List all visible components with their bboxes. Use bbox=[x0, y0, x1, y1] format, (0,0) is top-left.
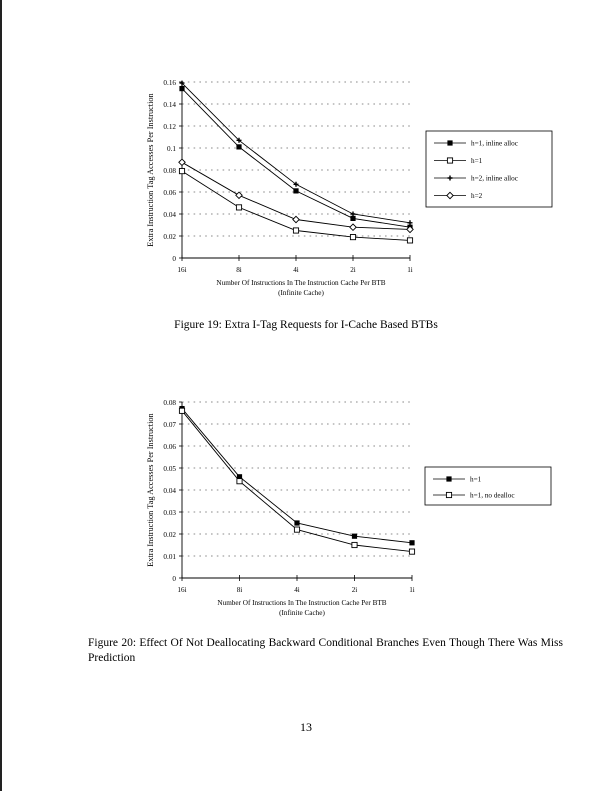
data-point-series-2 bbox=[293, 228, 298, 233]
data-point-series-1 bbox=[293, 188, 298, 193]
data-point-series-3 bbox=[408, 220, 413, 225]
legend-label: h=2 bbox=[471, 192, 483, 201]
y-tick-label: 0 bbox=[172, 574, 176, 583]
y-tick-label: 0.01 bbox=[163, 552, 176, 561]
y-axis-label: Extra Instruction Tag Accesses Per Instruction bbox=[146, 93, 155, 247]
series-line-3 bbox=[182, 83, 410, 223]
x-tick-label: 2i bbox=[351, 586, 358, 594]
legend-label: h=1, inline alloc bbox=[471, 139, 518, 148]
x-tick-label: 4i bbox=[294, 586, 300, 594]
y-tick-label: 0.12 bbox=[163, 122, 176, 131]
x-tick-label: 16i bbox=[177, 266, 187, 274]
y-tick-label: 0.05 bbox=[163, 464, 176, 473]
y-axis-label: Extra Instruction Tag Accesses Per Instruction bbox=[146, 413, 155, 567]
x-tick-label: 1i bbox=[407, 266, 413, 274]
y-tick-label: 0.02 bbox=[163, 530, 176, 539]
legend-marker bbox=[447, 140, 452, 145]
data-point-series-2 bbox=[179, 408, 184, 413]
data-point-series-1 bbox=[236, 144, 241, 149]
y-tick-label: 0.08 bbox=[163, 398, 176, 407]
data-point-series-2 bbox=[409, 549, 414, 554]
data-point-series-1 bbox=[294, 520, 299, 525]
figure-20-caption: Figure 20: Effect Of Not Deallocating Backward Conditional Branches Even Though There Was Miss Prediction bbox=[88, 637, 563, 664]
legend-label: h=1 bbox=[471, 157, 483, 166]
legend-label: h=1, no dealloc bbox=[470, 491, 515, 500]
data-point-series-2 bbox=[179, 169, 184, 174]
data-point-series-2 bbox=[294, 527, 299, 532]
data-point-series-3 bbox=[351, 212, 356, 217]
y-tick-label: 0.14 bbox=[163, 100, 176, 109]
figure-20-chart bbox=[0, 380, 612, 620]
x-tick-label: 2i bbox=[350, 266, 356, 274]
data-point-series-2 bbox=[407, 238, 412, 243]
x-axis-sublabel: (Infinite Cache) bbox=[278, 289, 324, 297]
y-tick-label: 0.06 bbox=[163, 442, 176, 451]
legend-marker bbox=[447, 158, 452, 163]
y-tick-label: 0.03 bbox=[163, 508, 176, 517]
y-tick-label: 0.07 bbox=[163, 420, 176, 429]
x-axis-label: Number Of Instructions In The Instruction Cache Per BTB bbox=[217, 599, 387, 607]
data-point-series-2 bbox=[236, 205, 241, 210]
data-point-series-1 bbox=[179, 86, 184, 91]
data-point-series-2 bbox=[352, 542, 357, 547]
data-point-series-4 bbox=[236, 192, 242, 198]
y-tick-label: 0.16 bbox=[163, 78, 176, 87]
figure-19-caption: Figure 19: Extra I-Tag Requests for I-Cache Based BTBs bbox=[174, 319, 438, 331]
data-point-series-1 bbox=[352, 534, 357, 539]
data-point-series-4 bbox=[350, 224, 356, 230]
x-tick-label: 4i bbox=[293, 266, 299, 274]
y-tick-label: 0.04 bbox=[163, 210, 176, 219]
legend-marker bbox=[446, 476, 451, 481]
data-point-series-2 bbox=[350, 235, 355, 240]
legend-label: h=1 bbox=[470, 475, 482, 484]
y-tick-label: 0.02 bbox=[163, 232, 176, 241]
x-tick-label: 16i bbox=[177, 586, 187, 594]
data-point-series-1 bbox=[350, 216, 355, 221]
data-point-series-4 bbox=[179, 159, 185, 165]
y-tick-label: 0.1 bbox=[167, 144, 176, 153]
x-axis-label: Number Of Instructions In The Instruction Cache Per BTB bbox=[216, 279, 386, 287]
legend-marker bbox=[446, 492, 451, 497]
x-axis-sublabel: (Infinite Cache) bbox=[279, 609, 325, 617]
figure-19-chart bbox=[0, 0, 612, 310]
x-tick-label: 8i bbox=[236, 586, 243, 594]
y-tick-label: 0.06 bbox=[163, 188, 176, 197]
y-tick-label: 0.04 bbox=[163, 486, 176, 495]
y-tick-label: 0.08 bbox=[163, 166, 176, 175]
x-tick-label: 1i bbox=[409, 586, 415, 594]
series-line-1 bbox=[182, 89, 410, 228]
data-point-series-2 bbox=[237, 479, 242, 484]
legend-label: h=2, inline alloc bbox=[471, 174, 518, 183]
x-tick-label: 8i bbox=[236, 266, 242, 274]
y-tick-label: 0 bbox=[172, 254, 176, 263]
page-number: 13 bbox=[300, 720, 312, 734]
data-point-series-1 bbox=[409, 540, 414, 545]
data-point-series-4 bbox=[293, 216, 299, 222]
